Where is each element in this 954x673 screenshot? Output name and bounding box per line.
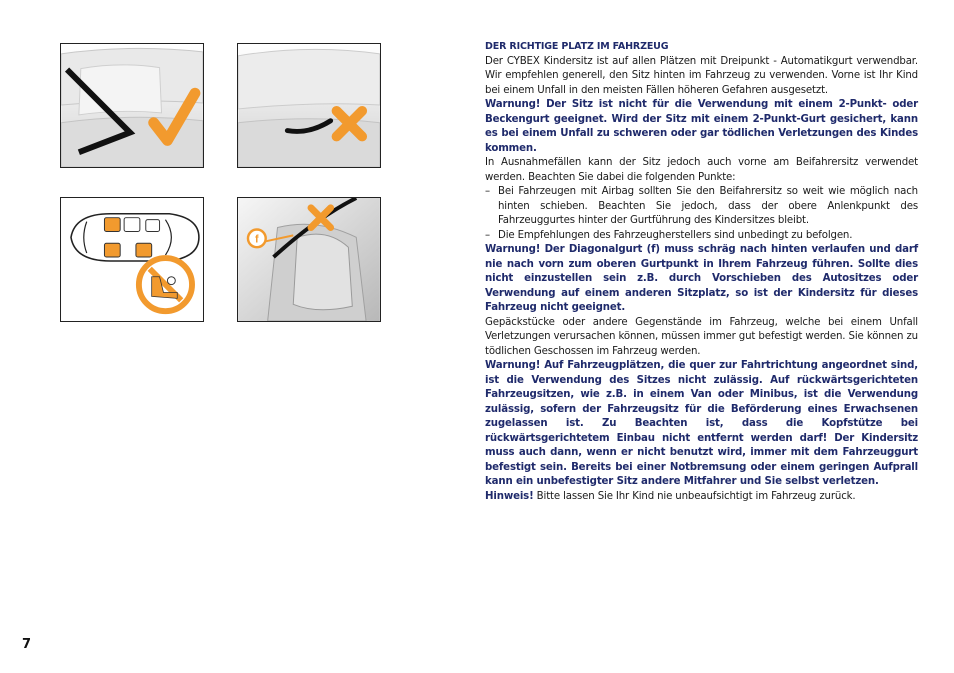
seat-rear-left [104,218,120,232]
figure-three-point-belt-ok [60,43,204,168]
car-top-view-illustration [61,198,203,321]
hint-text: Bitte lassen Sie Ihr Kind nie unbeaufsichtigt im Fahrzeug zurück. [533,490,856,502]
bullet-dash: – [485,186,490,197]
rear-seat-illustration [61,44,203,167]
seat-front-left [146,220,160,232]
instructions-text [485,40,918,504]
paragraph-intro: Der CYBEX Kindersitz ist auf allen Plätzen mit Dreipunkt - Automatikgurt verwendbar. Wir empfehlen generell, den Sitz hinten im Fahrzeug zu verwenden. Vorne ist Ihr Kind bei einem Unfall in den meisten Fällen höheren Gefahren ausgesetzt. [485,55,918,96]
rear-seat-lap-belt-illustration [238,44,380,167]
paragraph-hint [485,490,918,505]
seat-middle-right [136,243,152,257]
bullet-dash: – [485,229,490,241]
seat-middle-left [124,218,140,232]
figure-car-top-view [60,197,204,322]
list-item [485,229,918,244]
warning-belt-type: Warnung! Der Sitz ist nicht für die Verwendung mit einem 2-Punkt- oder Beckengurt geeignet. Wird der Sitz mit einem 2-Punkt-Gurt gesichert, kann es bei einem Unfall zu schweren oder gar tödlichen Verletzungen des Kindes kommen. [485,99,918,154]
hint-label: Hinweis! [485,490,534,502]
list-item-text: Die Empfehlungen des Fahrzeugherstellers sind unbedingt zu befolgen. [498,229,853,241]
seat-rear-right [104,243,120,257]
page-number: 7 [22,637,32,652]
callout-label: f [255,233,259,246]
prohibited-icon [139,258,192,311]
paragraph-luggage: Gepäckstücke oder andere Gegenstände im Fahrzeug, welche bei einem Unfall Verletzungen verursachen können, müssen immer gut befestigt werden. Sie können zu tödlichen Geschossen im Fahrzeug werden. [485,316,918,357]
warning-seat-orientation: Warnung! Auf Fahrzeugplätzen, die quer zur Fahrtrichtung angeordnet sind, ist die Verwendung des Sitzes nicht zulässig. Auf rückwärtsgerichteten Fahrzeugsitzen, wie z.B. in einem Van oder Minibus, ist die Verwendung zulässig, sofern der Fahrzeugsitz für die Beförderung eines Erwachsenen zugelassen ist. Zu Beachten ist, dass die Kopfstütze bei rückwärtsgerichtetem Einbau nicht entfernt werden darf! Der Kindersitz muss auch dann, wenn er nicht benutzt wird, immer mit dem Fahrzeuggurt befestigt sein. Bereits bei einer Notbremsung oder einem geringen Aufprall kann ein unbefestigter Sitz andere Mitfahrer und Sie selbst verletzen. [485,360,918,487]
figure-diagonal-belt [237,197,381,322]
list-item [485,185,918,229]
section-title: DER RICHTIGE PLATZ IM FAHRZEUG [485,41,669,52]
figure-lap-belt-not-ok [237,43,381,168]
paragraph-front-seat: In Ausnahmefällen kann der Sitz jedoch auch vorne am Beifahrersitz verwendet werden. Beachten Sie dabei die folgenden Punkte: [485,157,918,183]
list-item-text: Bei Fahrzeugen mit Airbag sollten Sie den Beifahrersitz so weit wie möglich nach hinten schieben. Beachten Sie jedoch, dass der obere Anlenkpunkt des Fahrzeuggurtes hinter der Gurtführung des Kindersitzes bleibt. [498,186,918,226]
warning-diagonal-belt: Warnung! Der Diagonalgurt (f) muss schräg nach hinten verlaufen und darf nie nach vorn zum oberen Gurtpunkt in Ihrem Fahrzeug führen. Sollte dies nicht einzustellen sein z.B. durch Vorschieben des Autositzes oder Verwendung auf einem anderen Sitzplatz, so ist der Kindersitz für dieses Fahrzeug nicht geeignet. [485,244,918,313]
child-seat-belt-illustration [238,198,380,321]
